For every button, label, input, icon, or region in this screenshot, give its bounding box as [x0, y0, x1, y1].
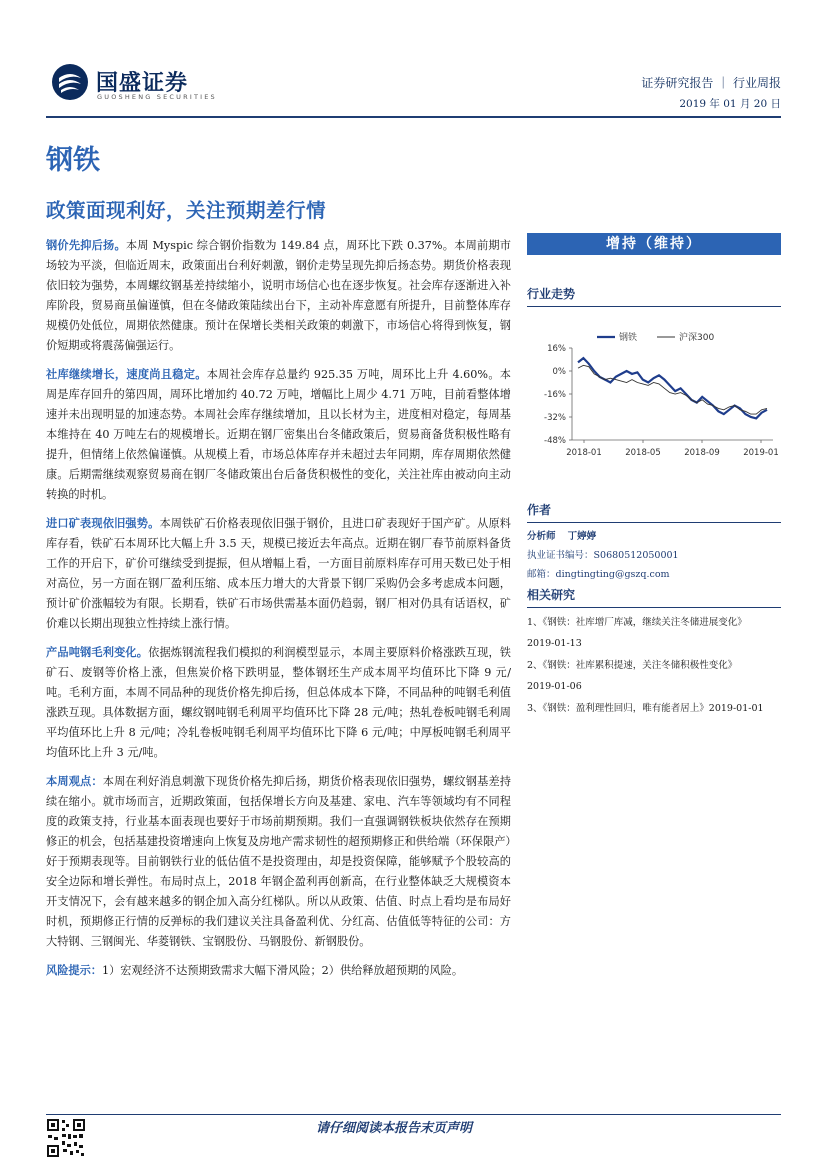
analyst-name: 丁婷婷 [567, 531, 597, 542]
related-title: 1、《钢铁：社库增厂库减，继续关注冬储进展变化》 [527, 617, 747, 628]
license-label: 执业证书编号： [527, 550, 594, 561]
analyst-row [527, 528, 596, 542]
trend-heading: 行业走势 [527, 285, 781, 307]
email-label: 邮箱： [527, 569, 556, 580]
y-tick-label: -48% [544, 436, 566, 446]
rating-badge: 增持（维持） [527, 233, 781, 255]
footer-disclaimer: 请仔细阅读本报告末页声明 [316, 1121, 473, 1136]
paragraph-price [46, 235, 511, 356]
email-link[interactable]: dingtingting@gszq.com [555, 569, 670, 580]
sector-title: 钢铁 [46, 145, 100, 176]
email-row [527, 566, 670, 580]
paragraph-text: 本周铁矿石价格表现依旧强于钢价，且进口矿表现好于国产矿。从原料库存看，铁矿石本周环比大幅上升 3.5 天，规模已接近去年高点。近期在钢厂春节前原料备货工作的开启下，矿价可继续受到提振，但从增幅上看，一方面目前原料库存可用天数已处于相对高位，另一方面在钢厂盈利压缩、成本压力增大的大背景下钢厂采购仍会多考虑成本问题，预计矿价涨幅较为有限。长期看，铁矿石市场供需基本面仍趋弱，钢厂相对仍具有话语权，矿价难以长期出现独立性持续上涨行情。 [46, 517, 511, 630]
y-tick-label: 16% [547, 344, 566, 354]
paragraph-view [46, 771, 511, 952]
paragraph-lead: 风险提示： [46, 963, 102, 977]
paragraph-risk [46, 960, 511, 981]
report-date: 2019 年 01 月 20 日 [679, 98, 781, 110]
related-date: 2019-01-01 [708, 703, 764, 714]
paragraph-text: 依据炼钢流程我们模拟的利润模型显示，本周主要原料价格涨跌互现，铁矿石、废钢等价格上涨，但焦炭价格下跌明显，整体钢坯生产成本周平均值环比下降 9 元/吨。毛利方面，本周不同品种的现货价格先抑后扬，但总体成本下降，不同品种的吨钢毛利值涨跌互现。具体数据方面，螺纹钢吨钢毛利周平均值环比下降 28 元/吨；热轧卷板吨钢毛利周平均值环比上升 8 元/吨；冷轧卷板吨钢毛利周平均值环比下降 6 元/吨；中厚板吨钢毛利周平均值环比上升 3 元/吨。 [46, 646, 511, 759]
legend-label: 钢铁 [619, 333, 638, 343]
legend-label: 沪深300 [679, 333, 715, 343]
y-tick-label: 0% [552, 367, 566, 377]
series-line [578, 358, 767, 418]
qr-code-icon[interactable] [46, 1118, 86, 1158]
license-row [527, 547, 679, 561]
x-tick-label: 2019-01 [743, 448, 779, 458]
paragraph-inventory [46, 364, 511, 505]
report-headline: 政策面现利好，关注预期差行情 [46, 199, 327, 222]
industry-trend-chart [527, 328, 781, 468]
company-logo [50, 62, 220, 106]
related-report[interactable] [527, 614, 781, 649]
paragraph-lead: 产品吨钢毛利变化。 [46, 645, 149, 659]
related-date: 2019-01-06 [527, 681, 582, 692]
main-body [46, 235, 511, 989]
paragraph-lead: 钢价先抑后扬。 [46, 238, 126, 252]
paragraph-text: 本周在利好消息刺激下现货价格先抑后扬，期货价格表现依旧强势，螺纹钢基差持续在缩小。就市场而言，近期政策面，包括保增长方向及基建、家电、汽车等领域均有不同程度的政策支持，行业基本面表现也要好于市场前期预期。我们一直强调钢铁板块依然存在预期修正的机会，包括基建投资增速向上恢复及房地产需求韧性的超预期修正和供给端（环保限产）好于预期表现等。目前钢铁行业的低估值不是投资理由，却是投资保障，能够赋予个股较高的安全边际和增长弹性。布局时点上，2018 年钢企盈利再创新高，在行业整体缺乏大规模资本开支情况下，会有越来越多的钢企加入高分红梯队。所以从政策、估值、时点上看均是布局好时机，预期修正行情的反弹标的我们建议关注具备盈利优、分红高、估值低等特征的公司：方大特钢、三钢闽光、华菱钢铁、宝钢股份、马钢股份、新钢股份。 [46, 775, 511, 948]
y-tick-label: -32% [544, 413, 566, 423]
paragraph-ore [46, 513, 511, 634]
logo-mark-icon [50, 62, 90, 102]
x-tick-label: 2018-05 [625, 448, 661, 458]
header-divider [46, 116, 781, 118]
related-date: 2019-01-13 [527, 638, 582, 649]
logo-name: 国盛证券 [96, 71, 189, 96]
author-heading: 作者 [527, 501, 781, 523]
paragraph-text: 本周 Myspic 综合钢价指数为 149.84 点，周环比下跌 0.37%。本周前期市场较为平淡，但临近周末，政策面出台利好刺激，钢价走势呈现先抑后扬态势。期货价格表现依旧较为强势，本周螺纹钢基差持续缩小，说明市场信心也在逐步恢复。社会库存逐渐进入补库阶段，贸易商虽偏谨慎，但在冬储政策陆续出台下，主动补库意愿有所提升，目前整体库存规模仍处低位，周期依然健康。预计在保增长类相关政策的刺激下，市场信心将得到恢复，钢价短期或将震荡偏强运行。 [46, 239, 511, 352]
paragraph-text: 1）宏观经济不达预期致需求大幅下滑风险；2）供给释放超预期的风险。 [101, 964, 464, 977]
license-number: S0680512050001 [593, 550, 679, 561]
paragraph-margin [46, 642, 511, 763]
related-title: 2、《钢铁：社库累积提速，关注冬储积极性变化》 [527, 660, 738, 671]
paragraph-lead: 社库继续增长，速度尚且稳定。 [46, 367, 207, 381]
related-title: 3、《钢铁：盈利理性回归，唯有能者居上》 [527, 703, 709, 714]
sidebar [527, 233, 781, 714]
report-type: 证券研究报告 ｜ 行业周报 [641, 76, 781, 90]
y-tick-label: -16% [544, 390, 566, 400]
x-tick-label: 2018-09 [684, 448, 720, 458]
related-report[interactable] [527, 700, 781, 714]
related-heading: 相关研究 [527, 586, 781, 608]
paragraph-lead: 进口矿表现依旧强势。 [46, 516, 160, 530]
related-report[interactable] [527, 657, 781, 692]
analyst-role: 分析师 [527, 531, 556, 542]
paragraph-text: 本周社会库存总量约 925.35 万吨，周环比上升 4.60%。本周是库存回升的第四周，周环比增加约 40.72 万吨，增幅比上周少 4.71 万吨，目前看整体增速并未出现明显的加速态势。本周社会库存继续增加，且以长材为主，进度相对稳定，每周基本维持在 40 万吨左右的规模增长。近期在钢厂密集出台冬储政策后，贸易商备货积极性略有提升，但情绪上依然偏谨慎。从规模上看，市场总体库存并未超过去年同期，库存周期依然健康。后期需继续观察贸易商在钢厂冬储政策出台后备货积极性的变化，关注社库由被动向主动转换的时机。 [46, 368, 511, 501]
logo-name-en: GUOSHENG SECURITIES [97, 93, 217, 101]
paragraph-lead: 本周观点： [46, 774, 103, 788]
x-tick-label: 2018-01 [566, 448, 602, 458]
footer-divider [46, 1114, 781, 1115]
